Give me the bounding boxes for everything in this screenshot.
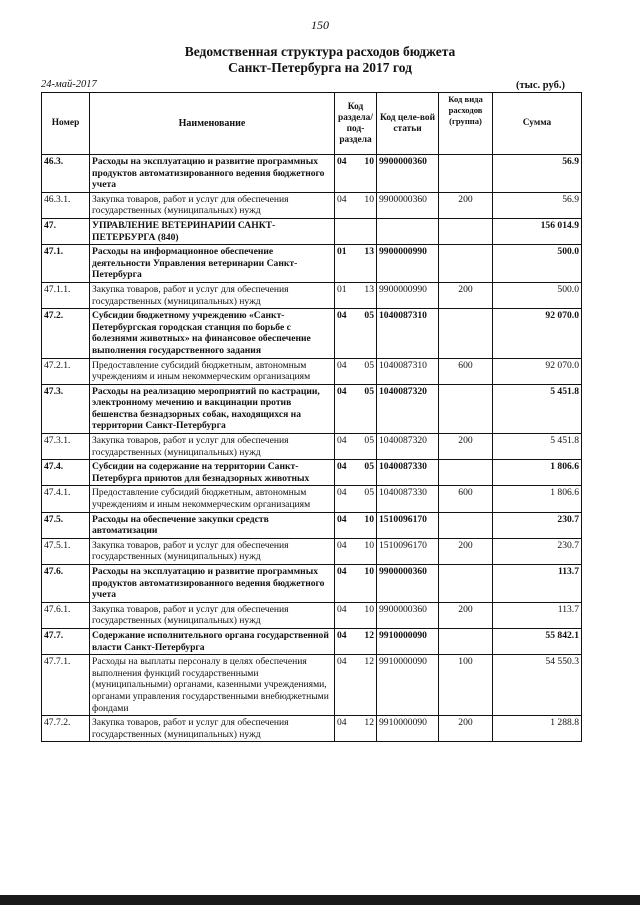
row-expense-type bbox=[439, 512, 493, 538]
row-sum: 113.7 bbox=[493, 602, 582, 628]
row-sum: 500.0 bbox=[493, 282, 582, 308]
row-expense-type: 200 bbox=[439, 434, 493, 460]
table-row bbox=[42, 358, 582, 384]
table-row bbox=[42, 655, 582, 716]
header-number: Номер bbox=[42, 93, 90, 155]
row-section-code bbox=[335, 486, 377, 512]
table-row bbox=[42, 192, 582, 218]
row-expense-type bbox=[439, 460, 493, 486]
table-row bbox=[42, 460, 582, 486]
row-article-code: 9910000090 bbox=[377, 655, 439, 716]
subsection-code: 12 bbox=[364, 629, 374, 641]
row-expense-type: 200 bbox=[439, 192, 493, 218]
row-name: Содержание исполнительного органа государственной власти Санкт-Петербурга bbox=[90, 628, 335, 654]
row-sum: 92 070.0 bbox=[493, 358, 582, 384]
page-number: 150 bbox=[311, 18, 329, 32]
row-section-code bbox=[335, 538, 377, 564]
table-header-row bbox=[42, 93, 582, 155]
row-expense-type bbox=[439, 245, 493, 283]
row-section-code bbox=[335, 384, 377, 433]
row-expense-type: 200 bbox=[439, 538, 493, 564]
subsection-code: 10 bbox=[364, 156, 374, 167]
row-sum: 230.7 bbox=[493, 538, 582, 564]
row-expense-type: 100 bbox=[439, 655, 493, 716]
row-article-code: 9910000090 bbox=[377, 716, 439, 742]
section-code: 04 bbox=[337, 656, 347, 668]
row-name: Расходы на обеспечение закупки средств автоматизации bbox=[90, 512, 335, 538]
row-expense-type bbox=[439, 384, 493, 433]
section-code: 04 bbox=[337, 310, 347, 322]
row-name: Расходы на эксплуатацию и развитие программных продуктов автоматизированного ведения бюджетного учета bbox=[90, 155, 335, 193]
row-section-code bbox=[335, 155, 377, 193]
table-row bbox=[42, 218, 582, 244]
subsection-code: 12 bbox=[364, 656, 374, 668]
section-code: 04 bbox=[337, 603, 347, 615]
header-section: Код раздела/ под-раздела bbox=[335, 93, 377, 155]
row-expense-type bbox=[439, 628, 493, 654]
table-body bbox=[42, 155, 582, 742]
header-sum: Сумма bbox=[493, 93, 582, 155]
table-row bbox=[42, 245, 582, 283]
table-row bbox=[42, 155, 582, 193]
row-expense-type: 600 bbox=[439, 358, 493, 384]
row-section-code bbox=[335, 218, 377, 244]
section-code: 04 bbox=[337, 156, 347, 167]
row-article-code: 9900000360 bbox=[377, 565, 439, 603]
row-section-code bbox=[335, 282, 377, 308]
section-code: 04 bbox=[337, 513, 347, 525]
table-row bbox=[42, 512, 582, 538]
row-section-code bbox=[335, 512, 377, 538]
row-name: Закупка товаров, работ и услуг для обеспечения государственных (муниципальных) нужд bbox=[90, 434, 335, 460]
subsection-code: 12 bbox=[364, 717, 374, 729]
table-row bbox=[42, 628, 582, 654]
section-code: 04 bbox=[337, 566, 347, 577]
row-name: Субсидии на содержание на территории Санкт-Петербурга приютов для безнадзорных животных bbox=[90, 460, 335, 486]
row-number: 46.3.1. bbox=[42, 192, 90, 218]
row-sum: 55 842.1 bbox=[493, 628, 582, 654]
header-expense-type: Код вида расходов (группа) bbox=[439, 93, 493, 155]
subsection-code: 13 bbox=[364, 283, 374, 295]
row-article-code bbox=[377, 218, 439, 244]
row-name: Расходы на эксплуатацию и развитие программных продуктов автоматизированного ведения бюджетного учета bbox=[90, 565, 335, 603]
row-article-code: 9910000090 bbox=[377, 628, 439, 654]
row-article-code: 1040087330 bbox=[377, 486, 439, 512]
row-sum: 1 806.6 bbox=[493, 460, 582, 486]
subsection-code: 10 bbox=[364, 539, 374, 551]
subsection-code: 05 bbox=[364, 385, 374, 397]
row-article-code: 9900000360 bbox=[377, 602, 439, 628]
page-bottom-edge bbox=[0, 895, 640, 905]
row-expense-type bbox=[439, 309, 493, 358]
row-expense-type: 200 bbox=[439, 602, 493, 628]
section-code: 04 bbox=[337, 629, 347, 641]
subsection-code: 10 bbox=[364, 193, 374, 205]
row-article-code: 9900000360 bbox=[377, 155, 439, 193]
row-article-code: 9900000360 bbox=[377, 192, 439, 218]
header-article: Код целе-вой статьи bbox=[377, 93, 439, 155]
row-number: 47.6. bbox=[42, 565, 90, 603]
row-name: Закупка товаров, работ и услуг для обеспечения государственных (муниципальных) нужд bbox=[90, 192, 335, 218]
row-expense-type bbox=[439, 565, 493, 603]
row-article-code: 1510096170 bbox=[377, 538, 439, 564]
section-code: 04 bbox=[337, 717, 347, 729]
row-number: 47.4. bbox=[42, 460, 90, 486]
row-number: 47.2.1. bbox=[42, 358, 90, 384]
row-expense-type: 600 bbox=[439, 486, 493, 512]
row-section-code bbox=[335, 358, 377, 384]
row-number: 47.3. bbox=[42, 384, 90, 433]
section-code: 04 bbox=[337, 487, 347, 499]
table-row bbox=[42, 434, 582, 460]
row-number: 47.7. bbox=[42, 628, 90, 654]
row-sum: 5 451.8 bbox=[493, 384, 582, 433]
row-sum: 1 806.6 bbox=[493, 486, 582, 512]
row-number: 47. bbox=[42, 218, 90, 244]
section-code: 04 bbox=[337, 193, 347, 205]
row-name: Закупка товаров, работ и услуг для обеспечения государственных (муниципальных) нужд bbox=[90, 716, 335, 742]
row-article-code: 9900000990 bbox=[377, 245, 439, 283]
row-number: 47.2. bbox=[42, 309, 90, 358]
section-code: 04 bbox=[337, 435, 347, 447]
row-name: Расходы на информационное обеспечение деятельности Управления ветеринарии Санкт-Петербурга bbox=[90, 245, 335, 283]
row-name: Расходы на выплаты персоналу в целях обеспечения выполнения функций государственными (муниципальными) органами, казенными учреждениями, органами управления государственными внебюджетными фондами bbox=[90, 655, 335, 716]
section-code: 04 bbox=[337, 461, 347, 473]
row-article-code: 1040087320 bbox=[377, 434, 439, 460]
row-article-code: 1040087310 bbox=[377, 309, 439, 358]
row-number: 46.3. bbox=[42, 155, 90, 193]
table-row bbox=[42, 282, 582, 308]
table-row bbox=[42, 384, 582, 433]
row-section-code bbox=[335, 192, 377, 218]
row-section-code bbox=[335, 655, 377, 716]
row-name: Расходы на реализацию мероприятий по кастрации, электронному мечению и вакцинации против бешенства безнадзорных собак, находящихся на территории Санкт-Петербурга bbox=[90, 384, 335, 433]
row-number: 47.5. bbox=[42, 512, 90, 538]
row-article-code: 9900000990 bbox=[377, 282, 439, 308]
section-code: 04 bbox=[337, 359, 347, 371]
row-number: 47.4.1. bbox=[42, 486, 90, 512]
row-section-code bbox=[335, 628, 377, 654]
section-code: 01 bbox=[337, 246, 347, 258]
row-sum: 113.7 bbox=[493, 565, 582, 603]
section-code: 01 bbox=[337, 283, 347, 295]
subsection-code: 10 bbox=[364, 513, 374, 525]
row-section-code bbox=[335, 716, 377, 742]
row-name: Субсидии бюджетному учреждению «Санкт-Петербургская городская станция по борьбе с болезнями животных» на финансовое обеспечение выполнения государственного задания bbox=[90, 309, 335, 358]
row-number: 47.6.1. bbox=[42, 602, 90, 628]
row-sum: 56.9 bbox=[493, 155, 582, 193]
row-number: 47.1. bbox=[42, 245, 90, 283]
document-title bbox=[0, 44, 640, 76]
header-name: Наименование bbox=[90, 93, 335, 155]
subsection-code: 10 bbox=[364, 566, 374, 577]
table-row bbox=[42, 538, 582, 564]
subsection-code: 10 bbox=[364, 603, 374, 615]
table-row bbox=[42, 309, 582, 358]
row-article-code: 1040087330 bbox=[377, 460, 439, 486]
row-article-code: 1040087310 bbox=[377, 358, 439, 384]
row-number: 47.3.1. bbox=[42, 434, 90, 460]
section-code: 04 bbox=[337, 539, 347, 551]
budget-table bbox=[41, 92, 582, 742]
subsection-code: 05 bbox=[364, 359, 374, 371]
table-row bbox=[42, 486, 582, 512]
row-section-code bbox=[335, 245, 377, 283]
row-sum: 230.7 bbox=[493, 512, 582, 538]
row-name: Предоставление субсидий бюджетным, автономным учреждениям и иным некоммерческим организациям bbox=[90, 358, 335, 384]
units-label: (тыс. руб.) bbox=[516, 80, 565, 91]
row-article-code: 1040087320 bbox=[377, 384, 439, 433]
row-article-code: 1510096170 bbox=[377, 512, 439, 538]
title-line-1: Ведомственная структура расходов бюджета bbox=[184, 44, 456, 59]
section-code: 04 bbox=[337, 385, 347, 397]
table-row bbox=[42, 565, 582, 603]
row-sum: 92 070.0 bbox=[493, 309, 582, 358]
row-expense-type: 200 bbox=[439, 716, 493, 742]
row-expense-type: 200 bbox=[439, 282, 493, 308]
row-name: Закупка товаров, работ и услуг для обеспечения государственных (муниципальных) нужд bbox=[90, 282, 335, 308]
subsection-code: 05 bbox=[364, 435, 374, 447]
row-name: УПРАВЛЕНИЕ ВЕТЕРИНАРИИ САНКТ-ПЕТЕРБУРГА (840) bbox=[90, 218, 335, 244]
row-sum: 500.0 bbox=[493, 245, 582, 283]
table-row bbox=[42, 716, 582, 742]
row-expense-type bbox=[439, 218, 493, 244]
subsection-code: 05 bbox=[364, 310, 374, 322]
row-section-code bbox=[335, 565, 377, 603]
row-sum: 54 550.3 bbox=[493, 655, 582, 716]
row-section-code bbox=[335, 434, 377, 460]
subsection-code: 13 bbox=[364, 246, 374, 258]
row-expense-type bbox=[439, 155, 493, 193]
row-number: 47.5.1. bbox=[42, 538, 90, 564]
row-sum: 5 451.8 bbox=[493, 434, 582, 460]
row-number: 47.1.1. bbox=[42, 282, 90, 308]
row-sum: 1 288.8 bbox=[493, 716, 582, 742]
table-row bbox=[42, 602, 582, 628]
document-date: 24-май-2017 bbox=[41, 79, 97, 90]
row-name: Закупка товаров, работ и услуг для обеспечения государственных (муниципальных) нужд bbox=[90, 602, 335, 628]
row-section-code bbox=[335, 309, 377, 358]
subsection-code: 05 bbox=[364, 487, 374, 499]
row-name: Закупка товаров, работ и услуг для обеспечения государственных (муниципальных) нужд bbox=[90, 538, 335, 564]
subsection-code: 05 bbox=[364, 461, 374, 473]
row-section-code bbox=[335, 460, 377, 486]
row-name: Предоставление субсидий бюджетным, автономным учреждениям и иным некоммерческим организациям bbox=[90, 486, 335, 512]
row-number: 47.7.1. bbox=[42, 655, 90, 716]
title-line-2: Санкт-Петербурга на 2017 год bbox=[228, 60, 412, 75]
row-section-code bbox=[335, 602, 377, 628]
row-sum: 56.9 bbox=[493, 192, 582, 218]
row-number: 47.7.2. bbox=[42, 716, 90, 742]
row-sum: 156 014.9 bbox=[493, 218, 582, 244]
